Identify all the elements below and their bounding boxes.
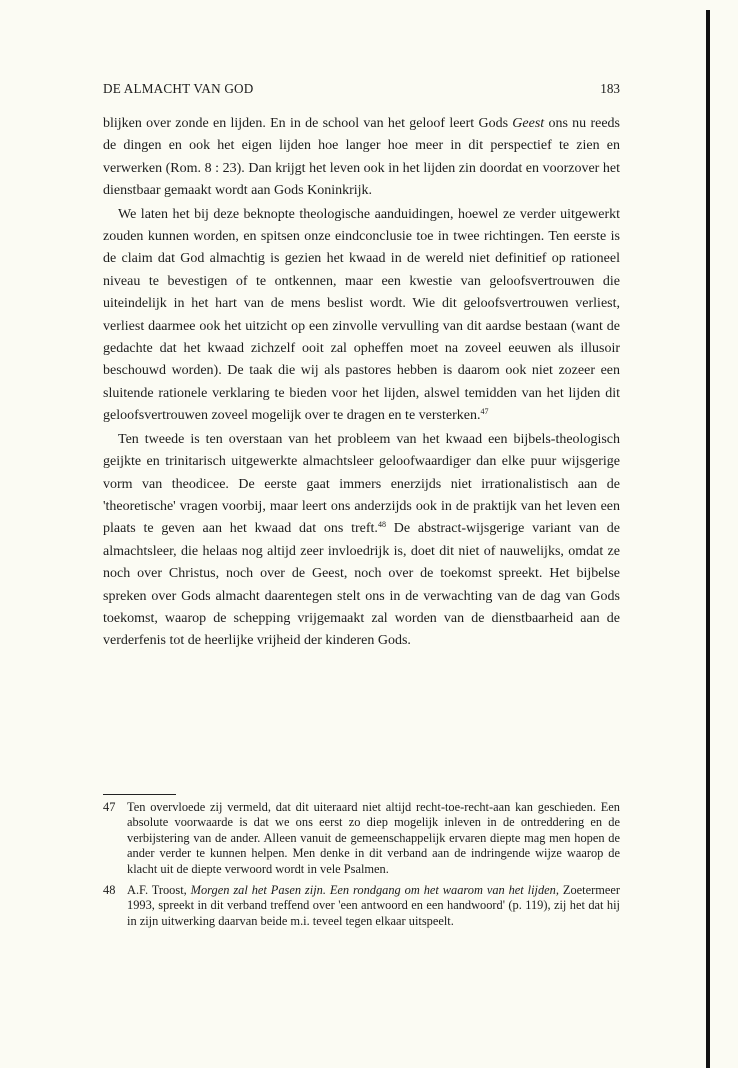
paragraph-2 xyxy=(103,204,620,428)
footnote-48 xyxy=(103,883,620,929)
footnote-48-text xyxy=(127,883,620,929)
footnote-48-author: A.F. Troost, xyxy=(127,883,191,898)
body-text xyxy=(103,113,620,653)
paragraph-2-text: We laten het bij deze beknopte theologische aanduidingen, hoewel ze verder uitgewerkt zouden kunnen worden, en spitsen onze eindconclusie toe in twee richtingen. Ten eerste is de claim dat God almachtig is gezien het kwaad in de wereld niet definitief op rationeel niveau te bevestigen of te ontkennen, maar een kwestie van geloofsvertrouwen die uiteindelijk in het hart van de mens beslist wordt. Wie dit geloofsvertrouwen verliest, verliest daarmee ook het uitzicht op een zinvolle vervulling van dit aardse bestaan (want de gedachte dat het kwaad zichzelf ooit zal opheffen moet na zoveel eeuwen als illusoir beschouwd worden). De taak die wij als pastores hebben is daarom ook niet zozeer een sluitende rationele verklaring te bieden voor het lijden, alswel temidden van het lijden dit geloofsvertrouwen zoveel mogelijk over te dragen en te versterken. xyxy=(103,206,620,424)
running-title: DE ALMACHT VAN GOD xyxy=(103,81,254,96)
footnote-reference-47[interactable]: 47 xyxy=(480,407,489,417)
paragraph-1-italic-geest: Geest xyxy=(512,116,545,131)
running-header xyxy=(103,80,620,98)
footnote-separator xyxy=(103,794,176,795)
footnote-47-text: Ten overvloede zij vermeld, dat dit uiteraard niet altijd recht-toe-recht-aan kan geschieden. Een absolute voorwaarde is dat we ons eerst zo diep mogelijk inleven in de ontreddering en de verbijstering van de ander. Alleen vanuit de gemeenschappelijk ervaren diepte mag men hopen de ander verder te kunnen helpen. Men denke in dit verband aan de indringende wijze waarop de klacht uit de diepte verwoord wordt in vele Psalmen. xyxy=(127,800,620,876)
page-number: 183 xyxy=(600,81,620,96)
footnote-48-rest: Zoetermeer 1993, spreekt in dit verband treffend over 'een antwoord en een handwoord' (p. 119), zij het dat hij in zijn uitwerking daarvan beide m.i. teveel tegen elkaar uitspeelt. xyxy=(127,883,620,928)
paragraph-1-text-b: ons nu reeds de dingen en ook het eigen lijden hoe langer hoe meer in dit perspectief te zien en verwerken (Rom. 8 : 23). Dan krijgt het leven ook in het lijden zin doordat en voorzover het dienstbaar gemaakt wordt aan Gods Koninkrijk. xyxy=(103,116,620,199)
footnote-47 xyxy=(103,800,620,877)
paragraph-3-text-b: De abstract-wijsgerige variant van de almachtsleer, die helaas nog altijd zeer invloedrijk is, doet dit niet of nauwelijks, omdat ze noch over Christus, noch over de Geest, noch over de toekomst spreekt. Het bijbelse spreken over Gods almacht daarentegen stelt ons in de verwachting van de dag van Gods toekomst, waarop de schepping vrijgemaakt zal worden van de dienstbaarheid aan de verderfenis tot de heerlijke vrijheid der kinderen Gods. xyxy=(103,521,621,649)
paragraph-3 xyxy=(103,429,620,653)
footnote-47-number: 47 xyxy=(103,800,116,814)
paragraph-1-text-a: blijken over zonde en lijden. En in de school van het geloof leert Gods xyxy=(103,116,513,131)
page-binding-edge xyxy=(706,10,710,1068)
footnote-48-book-title: Morgen zal het Pasen zijn. Een rondgang om het waarom van het lijden, xyxy=(190,883,559,898)
paragraph-3-text-a: Ten tweede is ten overstaan van het probleem van het kwaad een bijbels-theologisch geijkte en trinitarisch uitgewerkte almachtsleer geloofwaardiger dan elke puur wijsgerige vorm van theodicee. De eerste gaat immers enerzijds niet irrationalistisch aan de 'theoretische' vragen voorbij, maar leert ons anderzijds ook in de praktijk van het leven een plaats te geven aan het kwaad dat ons treft. xyxy=(103,431,620,537)
footnotes xyxy=(103,800,620,935)
paragraph-1 xyxy=(103,113,620,203)
footnote-48-number: 48 xyxy=(103,883,116,898)
footnote-reference-48[interactable]: 48 xyxy=(377,520,386,530)
